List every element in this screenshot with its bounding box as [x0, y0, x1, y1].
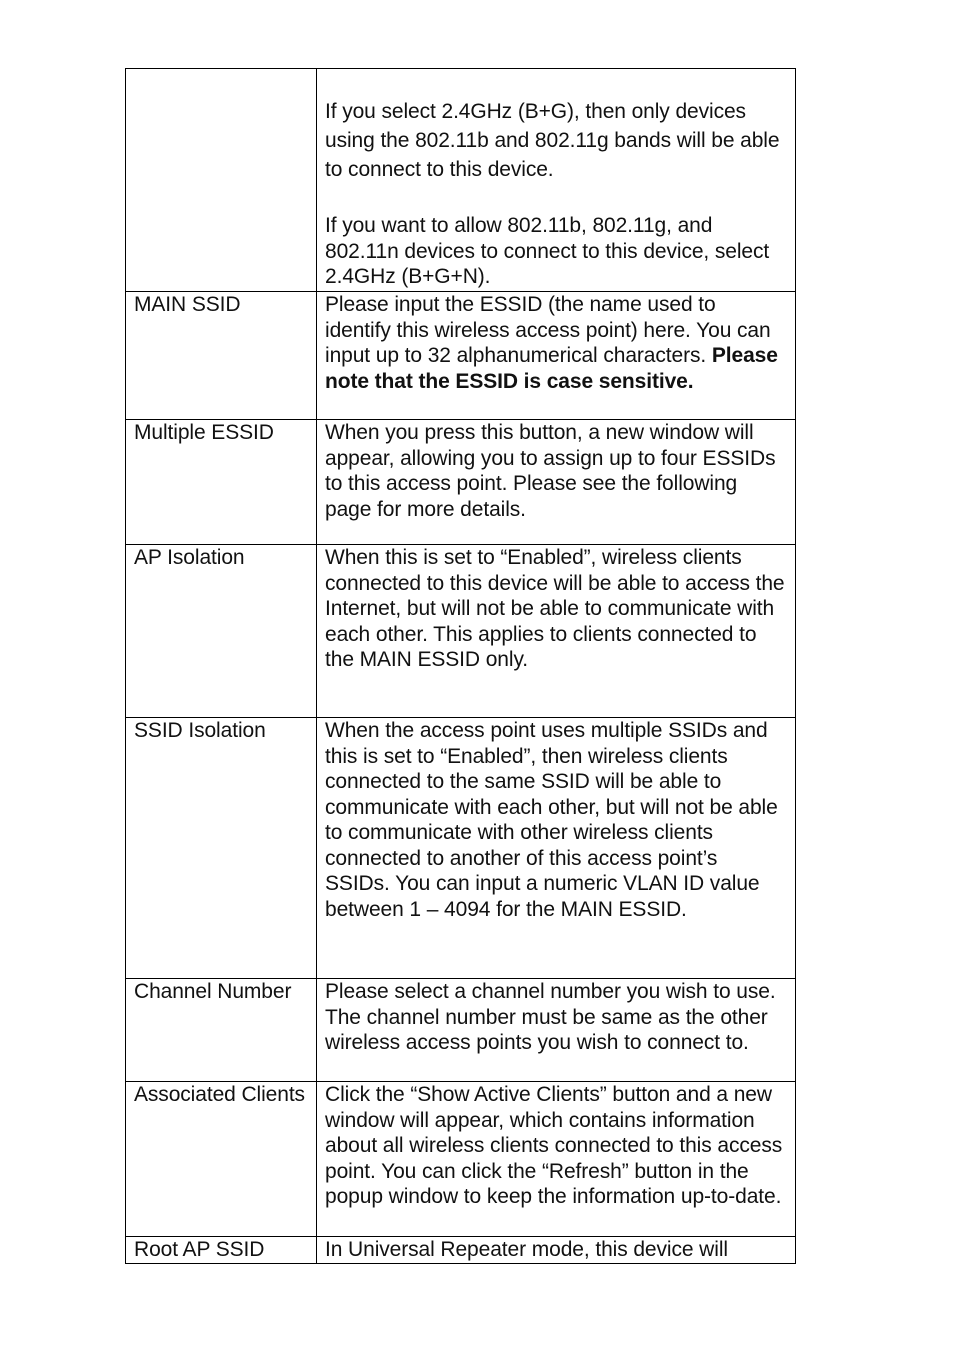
table-row [126, 69, 796, 292]
row-description: When the access point uses multiple SSIDs and this is set to “Enabled”, then wireless clients connected to the same SSID will be able to communicate with each other, but will not be able to communicate with other wireless clients connected to another of this access point’s SSIDs. You can input a numeric VLAN ID value between 1 – 4094 for the MAIN ESSID. [317, 718, 796, 979]
row-description: In Universal Repeater mode, this device will [317, 1237, 796, 1264]
row-label: Root AP SSID [126, 1237, 317, 1264]
row-description [317, 69, 796, 292]
table-row [126, 292, 796, 420]
row-label: Channel Number [126, 979, 317, 1082]
description-bold-note: Please note that the ESSID is case sensitive. [325, 344, 778, 393]
band-para-bgn: If you want to allow 802.11b, 802.11g, and 802.11n devices to connect to this device, select 2.4GHz (B+G+N). [325, 214, 770, 288]
row-label: Associated Clients [126, 1082, 317, 1237]
table-row [126, 979, 796, 1082]
row-label [126, 69, 317, 292]
row-description [317, 292, 796, 420]
row-description: Please select a channel number you wish to use. The channel number must be same as the other wireless access points you wish to connect to. [317, 979, 796, 1082]
table-row [126, 545, 796, 718]
row-label: SSID Isolation [126, 718, 317, 979]
row-description: Click the “Show Active Clients” button and a new window will appear, which contains information about all wireless clients connected to this access point. You can click the “Refresh” button in the popup window to keep the information up-to-date. [317, 1082, 796, 1237]
table-row [126, 420, 796, 545]
row-label: AP Isolation [126, 545, 317, 718]
settings-description-table [125, 68, 796, 1264]
table-row [126, 1082, 796, 1237]
band-para-bg: If you select 2.4GHz (B+G), then only devices using the 802.11b and 802.11g bands will be able to connect to this device. [325, 100, 780, 181]
description-text: Please input the ESSID (the name used to identify this wireless access point) here. You can input up to 32 alphanumerical characters. [325, 293, 771, 367]
table-row [126, 718, 796, 979]
row-description: When this is set to “Enabled”, wireless clients connected to this device will be able to access the Internet, but will not be able to communicate with each other. This applies to clients connected to the MAIN ESSID only. [317, 545, 796, 718]
table-row [126, 1237, 796, 1264]
row-label: Multiple ESSID [126, 420, 317, 545]
row-label: MAIN SSID [126, 292, 317, 420]
row-description: When you press this button, a new window will appear, allowing you to assign up to four ESSIDs to this access point. Please see the following page for more details. [317, 420, 796, 545]
